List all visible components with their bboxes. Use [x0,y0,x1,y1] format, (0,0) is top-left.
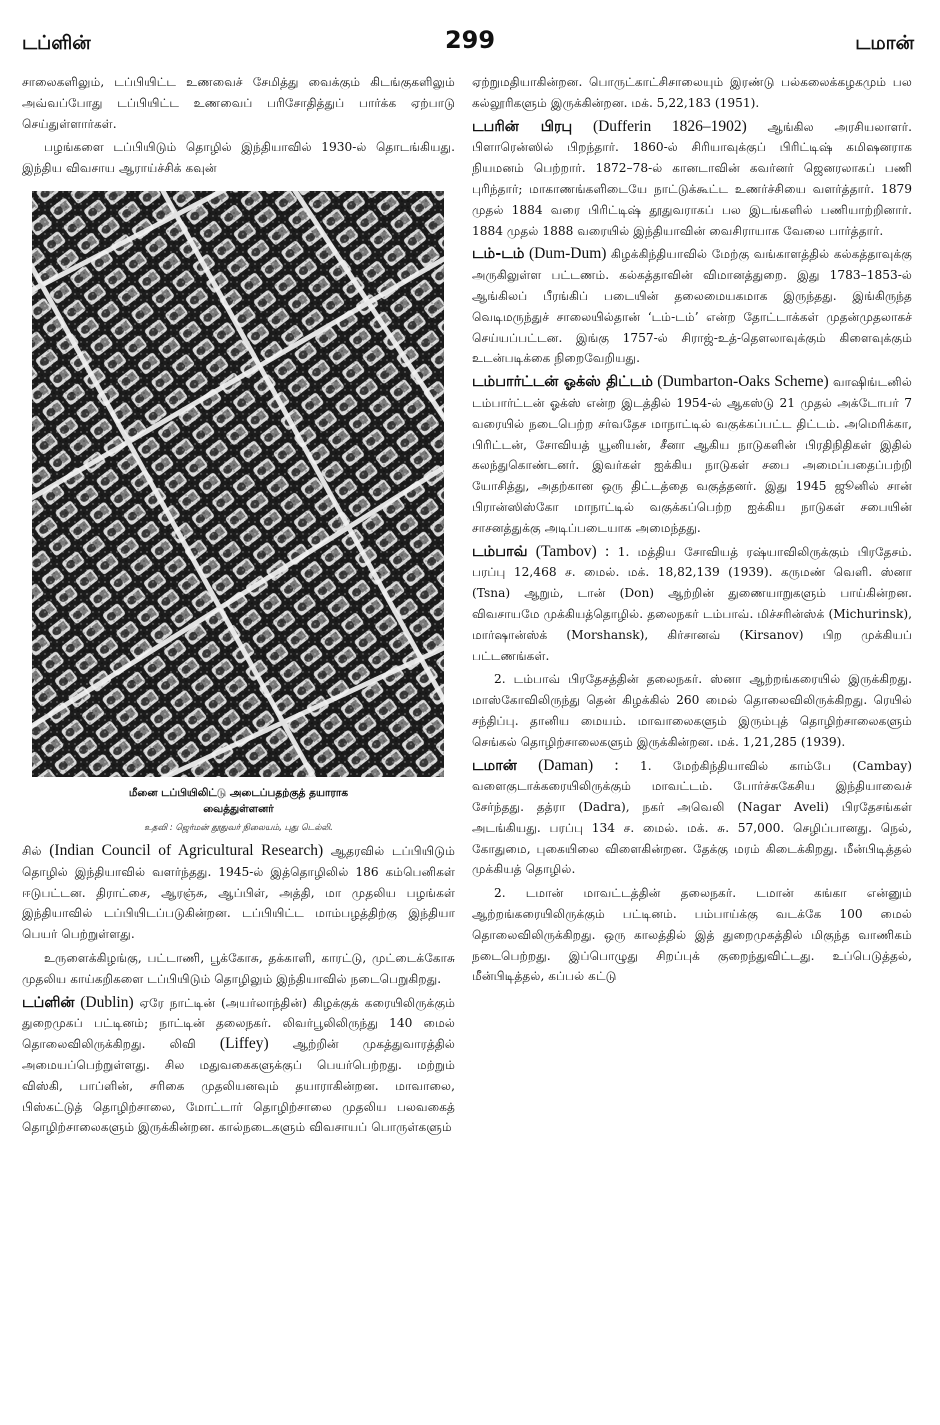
latin-text: (Tambov) : [535,542,610,560]
entry-tambov [472,542,912,667]
entry-heading: டம்-டம் [472,246,525,263]
latin-text: (Dufferin 1826–1902) [592,117,747,135]
left-column [22,72,455,1141]
entry-heading: டம்பார்ட்டன் ஓக்ஸ் திட்டம் [472,374,653,391]
running-head-right: டமான் [855,32,914,54]
entry-daman [472,756,912,881]
latin-text: (Dublin) [80,993,134,1011]
running-head-left: டப்ளின் [22,32,91,54]
text: ஆங்கில அரசியலாளர். பிளாரென்ஸில் பிறந்தார். 1860-ல் சிரியாவுக்குப் பிரிட்டிஷ் கமிஷனராக நியமனம் பெற்றார். 1872–78-ல் கானடாவின் கவர்னர் ஜெனரலாகப் பணி புரிந்தார்; மாகாணங்களிடையே நாட்டுக்கூட்ட உணர்ச்சியை வளர்த்தார். 1879 முதல் 1884 வரை பிரிட்டிஷ் தூதுவராகப் பல இடங்களில் பணியாற்றினார். 1884 முதல் 1888 வரையில் இந்தியாவின் வைசிராயாக வேலை பார்த்தார். [472,119,913,238]
paragraph: சாலைகளிலும், டப்பியிட்ட உணவைச் சேமித்து வைக்கும் கிடங்குகளிலும் அவ்வப்போது டப்பியிட்ட உணவைப் பரிசோதித்துப் பார்க்க ஏற்பாடு செய்துள்ளார்கள். [22,75,455,131]
entry-heading: டப்ளின் [22,994,75,1011]
text: கிழக்கிந்தியாவில் மேற்கு வங்காளத்தில் கல்கத்தாவுக்கு அருகிலுள்ள பட்டணம். கல்கத்தாவின் விமானத்துறை. இது 1783–1853-ல் ஆங்கிலப் பீரங்கிப் படையின் தலைமையகமாக இருந்தது. இங்கிருந்த வெடிமருந்துச் சாலையில்தான் ‘டம்-டம்’ என்ற தோட்டாக்கள் முதன்முதலாகச் செய்யப்பட்டன. இங்கு 1757-ல் சிராஜ்-உத்-தௌலாவுக்கும் கிளைவுக்கும் உடன்படிக்கை நிறைவேறியது. [472,247,912,366]
paragraph: 2. டம்பாவ் பிரதேசத்தின் தலைநகர். ஸ்னா ஆற்றங்கரையில் இருக்கிறது. மாஸ்கோவிலிருந்து தென் கிழக்கில் 260 மைல் தொலைவிலிருக்கிறது. ரெயில் சந்திப்பு. தானிய மையம். மாவாலைகளும் இரும்புத் தொழிற்சாலைகளும் செங்கல் தொழிற்சாலைகளும் இருக்கின்றன. மக். 1,21,285 (1939). [472,672,912,749]
entry-dumbarton [472,372,912,538]
fish-tins-photo [32,191,444,777]
text: வாஷிங்டனில் டம்பார்ட்டன் ஓக்ஸ் என்ற இடத்தில் 1954-ல் ஆகஸ்டு 21 முதல் அக்டோபர் 7 வரையில் நடைபெற்ற சர்வதேச மாநாட்டில் வகுக்கப்பட்ட திட்டம். அமெரிக்கா, பிரிட்டன், சோவியத் யூனியன், சீனா ஆகிய நாடுகளின் பிரதிநிதிகள் இதில் கலந்துகொண்டனர். இவர்கள் ஐக்கிய நாடுகள் சபை அமைப்பதைப்பற்றி யோசித்து, அதற்கான ஒரு திட்டத்தை வகுத்தனர். இது 1945 ஜூனில் சான் பிரான்ஸிஸ்கோ மாநாட்டில் வகுக்கப்பெற்ற ஐக்கிய நாடுகள் சபையின் சாசனத்துக்கு அடிப்படையாக அமைந்தது. [472,375,912,535]
latin-text: (Liffey) [219,1035,269,1053]
caption-line: மீனை டப்பியிலிட்டு அடைப்பதற்குத் தயாராக [128,786,349,799]
latin-text: (Dumbarton-Oaks Scheme) [657,373,829,391]
paragraph: ஏற்றுமதியாகின்றன. பொருட்காட்சிசாலையும் இரண்டு பல்கலைக்கழகமும் பல கல்லூரிகளும் இருக்கின்றன. மக். 5,22,183 (1951). [472,75,912,110]
text: 1. மத்திய சோவியத் ரஷ்யாவிலிருக்கும் பிரதேசம். பரப்பு 12,468 ச. மைல். மக். 18,82,139 (1939). கருமண் வெளி. ஸ்னா (Tsna) ஆறும், டான் (Don) ஆற்றின் துணையாறுகளும் பாய்கின்றன. விவசாயமே முக்கியத்தொழில். தலைநகர் டம்பாவ். மிச்சரின்ஸ்க் (Michurinsk), மார்ஷான்ஸ்க் (Morshansk), கிர்சானவ் (Kirsanov) பிற முக்கியப் பட்டணங்கள். [472,544,913,663]
latin-text: (Daman) : [538,756,619,774]
photo-image [32,191,444,777]
latin-text: (Indian Council of Agricultural Research) [49,841,324,859]
entry-heading: டமான் [472,757,517,774]
right-column [472,72,912,990]
entry-dublin [22,993,455,1139]
entry-dufferin [472,117,912,242]
caption-line: வைத்துள்ளனர் [203,802,274,815]
text: சில் [22,843,42,858]
figure-credit: உதவி : ஜெர்மன் தூதுவர் நிலையம், புது டெல்லி. [144,822,333,833]
page-number: 299 [444,26,496,54]
paragraph: 2. டமான் மாவட்டத்தின் தலைநகர். டமான் கங்கா என்னும் ஆற்றங்கரையிலிருக்கும் பட்டினம். பம்பாய்க்கு வடக்கே 100 மைல் தொலைவிலிருக்கிறது. ஒரு காலத்தில் இத் துறைமுகத்தில் மிகுந்த வாணிகம் நடைபெற்றது. இப்பொழுது சிறப்புக் குறைந்துவிட்டது. உப்பெடுத்தல், மீன்பிடித்தல், கப்பல் கட்டு [472,886,912,984]
entry-heading: டபரின் பிரபு [472,118,573,135]
paragraph: உருளைக்கிழங்கு, பட்டாணி, பூக்கோசு, தக்காளி, காரட்டு, முட்டைக்கோசு முதலிய காய்கறிகளை டப்பியிடும் தொழிலும் இந்தியாவில் நடைபெறுகிறது. [22,950,455,986]
entry-heading: டம்பாவ் [472,543,528,560]
text: ஆதரவில் டப்பியிடும் தொழில் இந்தியாவில் வளர்ந்தது. 1945-ல் இத்தொழிலில் 186 கம்பெனிகள் ஈடுபட்டன. திராட்சை, ஆரஞ்சு, ஆப்பிள், அத்தி, மா முதலிய பழங்கள் இந்தியாவில் டப்பியிடப்படுகின்றன. டப்பியிட்ட மாம்பழத்திற்கு இந்தியா பெயர் பெற்றுள்ளது. [22,843,455,942]
text: 1. மேற்கிந்தியாவில் காம்பே (Cambay) வளைகுடாக்கரையிலிருக்கும் மாவட்டம். போர்ச்சுகேசிய இந்தியாவைச் சேர்ந்தது. தத்ரா (Dadra), நகர் அவெலி (Nagar Aveli) பிரதேசங்கள் அடங்கியது. பரப்பு 134 ச. மைல். மக். சு. 57,000. செழிப்பானது. நெல், கோதுமை, புகையிலை விளைகின்றன. தேக்கு மரம் கிடைக்கிறது. மீன்பிடித்தல் முக்கியத் தொழில். [472,758,913,877]
latin-text: (Dum-Dum) [528,245,607,263]
text: ஆற்றின் முகத்துவாரத்தில் அமையப்பெற்றுள்ளது. சில மதுவகைகளுக்குப் பெயர்பெற்றது. மற்றும் விஸ்கி, பாப்ளின், சரிகை முதலியனவும் தயாராகின்றன. மாவாலை, பிஸ்கட்டுத் தொழிற்சாலை, மோட்டார் தொழிற்சாலை முதலிய பலவகைத் தொழிற்சாலைகளும் இருக்கின்றன. கால்நடைகளும் விவசாயப் பொருள்களும் [22,1037,455,1135]
paragraph [22,841,455,945]
figure [22,191,455,835]
figure-caption [22,785,455,817]
text: ஏரே நாட்டின் (அயர்லாந்தின்) கிழக்குக் கரையிலிருக்கும் துறைமுகப் பட்டினம்; நாட்டின் தலைநகர். லிவர்பூலிலிருந்து 140 மைல் தொலைவிலிருக்கிறது. லிவி [22,995,456,1052]
entry-dumdum [472,244,912,369]
paragraph: பழங்களை டப்பியிடும் தொழில் இந்தியாவில் 1930-ல் தொடங்கியது. இந்திய விவசாய ஆராய்ச்சிக் கவுன் [22,140,455,176]
